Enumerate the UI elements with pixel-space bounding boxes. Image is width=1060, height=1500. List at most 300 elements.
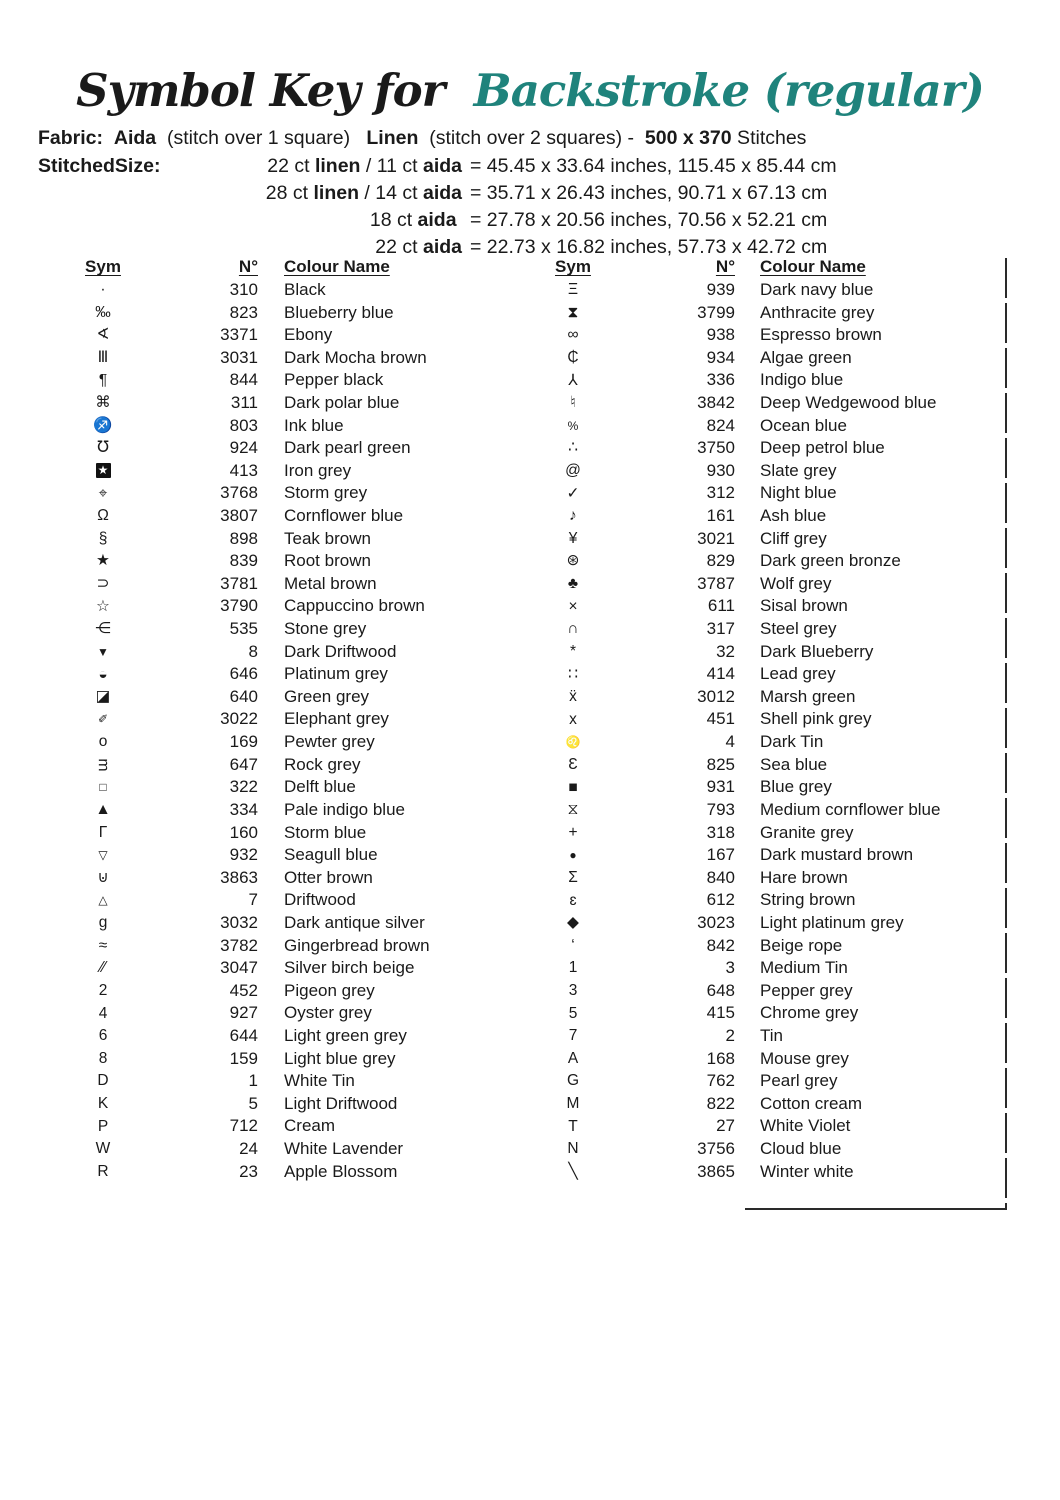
stitch-symbol: Σ [568,869,578,886]
size-line-dimensions: = 35.71 x 26.43 inches, 90.71 x 67.13 cm [470,182,828,204]
symbol-row [58,934,498,957]
stitch-symbol: ‰ [95,303,111,321]
colour-name: Pearl grey [760,1071,838,1091]
thread-number: 644 [229,1026,258,1046]
symbol-row [58,437,498,460]
stitch-symbol: % [567,418,579,433]
thread-number: 3781 [220,573,258,593]
thread-number: 793 [706,799,735,819]
colour-name: Dark green bronze [760,551,901,571]
thread-number: 3750 [697,438,735,458]
colour-name: Dark antique silver [284,912,425,932]
symbol-row [528,686,988,709]
symbol-row [528,346,988,369]
symbol-row [528,573,988,596]
colour-name: Dark navy blue [760,279,874,299]
stitch-symbol: ≈ [98,936,108,954]
size-line-dimensions: = 27.78 x 20.56 inches, 70.56 x 52.21 cm [470,209,828,231]
colour-name: Light blue grey [284,1048,396,1068]
thread-number: 4 [725,732,735,752]
thread-number: 932 [229,845,258,865]
symbol-row [58,595,498,618]
colour-name: Pale indigo blue [284,799,405,819]
symbol-row [58,866,498,889]
symbol-row [58,980,498,1003]
stitch-symbol: T [568,1117,578,1135]
colour-name: Marsh green [760,686,856,706]
text-segment: (stitch over 1 square) [156,127,367,149]
stitch-symbol: ⁄⁄ [100,959,106,977]
stitch-symbol: 1 [568,959,578,977]
colour-name: Blue grey [760,777,832,797]
stitch-symbol: x [569,710,577,728]
thread-number: 829 [706,551,735,571]
table-body [58,279,498,1183]
symbol-row [58,301,498,324]
colour-name: Driftwood [284,890,356,910]
colour-name: Silver birch beige [284,958,415,978]
thread-number: 312 [706,483,735,503]
stitch-symbol: ‘ [571,936,575,954]
thread-number: 3031 [220,347,258,367]
stitch-symbol: 8 [98,1049,108,1067]
symbol-row [528,392,988,415]
stitch-symbol: · [100,281,106,299]
thread-number: 318 [706,822,735,842]
thread-number: 934 [706,347,735,367]
colour-name: Dark pearl green [284,438,411,458]
column-header-no: N° [715,257,735,277]
symbol-row [528,663,988,686]
colour-name: Granite grey [760,822,854,842]
colour-name: Chrome grey [760,1003,859,1023]
thread-number: 3790 [220,596,258,616]
colour-name: Ink blue [284,415,344,435]
stitch-symbol: N [567,1140,579,1158]
thread-number: 5 [248,1093,258,1113]
stitch-symbol: ▽ [98,848,108,863]
colour-name: Winter white [760,1161,854,1181]
stitch-symbol: 7 [568,1027,578,1045]
symbol-row [58,505,498,528]
symbol-row [528,1115,988,1138]
colour-name: Cliff grey [760,528,827,548]
thread-number: 3047 [220,958,258,978]
colour-name: Root brown [284,551,371,571]
table-body [528,279,988,1183]
symbol-row [58,369,498,392]
stitch-symbol: ℧ [97,439,109,457]
colour-name: Blueberry blue [284,302,394,322]
stitch-symbol: ɛ [569,891,577,909]
colour-name: Seagull blue [284,845,378,865]
symbol-row [58,708,498,731]
stitch-symbol: ⋲ [95,620,111,638]
stitch-symbol: § [98,529,108,547]
stitched-size-line [38,155,1018,182]
text-segment [103,127,114,149]
colour-name: String brown [760,890,856,910]
column-header-sym: Sym [85,257,121,277]
stitch-symbol: ★ [96,463,111,478]
colour-name: Beige rope [760,935,843,955]
symbol-row [528,437,988,460]
thread-number: 3371 [220,325,258,345]
size-line-dimensions: = 22.73 x 16.82 inches, 57.73 x 42.72 cm [470,236,828,258]
colour-name: Storm blue [284,822,367,842]
symbol-row [528,957,988,980]
colour-name: Medium Tin [760,958,848,978]
stitch-symbol: × [568,597,578,615]
thread-number: 3756 [697,1139,735,1159]
thread-number: 317 [706,619,735,639]
thread-number: 414 [706,664,735,684]
colour-name: Dark Mocha brown [284,347,427,367]
stitch-symbol: ∴ [568,439,578,457]
colour-name: Pewter grey [284,732,375,752]
colour-name: Ocean blue [760,415,847,435]
symbol-row [58,324,498,347]
stitched-size-line [38,209,1018,236]
stitch-symbol: 6 [98,1027,108,1045]
stitch-symbol: ∷ [568,665,578,683]
stitched-size-lines [38,155,1018,263]
symbol-row [58,776,498,799]
column-header-name: Colour Name [760,257,866,277]
thread-number: 3865 [697,1161,735,1181]
symbol-row [58,663,498,686]
stitch-symbol: ■ [568,778,578,796]
colour-name: Sea blue [760,754,828,774]
stitch-symbol: ♣ [567,575,579,593]
stitch-symbol: ∩ [567,620,579,638]
thread-number: 334 [229,799,258,819]
thread-number: 3782 [220,935,258,955]
colour-name: Gingerbread brown [284,935,430,955]
thread-number: 23 [239,1161,258,1181]
stitch-symbol: ¶ [98,371,108,389]
thread-number: 161 [706,506,735,525]
symbol-table-right [528,256,988,1183]
thread-number: 3799 [697,302,735,322]
size-line-fabric: 18 ct aida [369,209,457,231]
colour-name: Oyster grey [284,1003,372,1023]
colour-name: Pepper grey [760,980,853,1000]
symbol-row [58,1002,498,1025]
colour-name: Light platinum grey [760,912,904,932]
colour-name: Cappuccino brown [284,596,425,616]
colour-name: Anthracite grey [760,302,875,322]
thread-number: 415 [706,1003,735,1023]
thread-number: 927 [229,1003,258,1023]
symbol-row [528,414,988,437]
stitch-symbol: + [568,823,578,841]
colour-name: White Lavender [284,1139,404,1159]
column-header-sym: Sym [555,257,591,277]
symbol-row [528,980,988,1003]
colour-name: Teak brown [284,528,371,548]
thread-number: 712 [229,1116,258,1136]
symbol-row [528,324,988,347]
symbol-row [58,527,498,550]
stitch-symbol: ♐ [93,416,113,434]
symbol-row [58,957,498,980]
symbol-row [58,1070,498,1093]
symbol-row [528,459,988,482]
stitch-symbol: ▲ [95,801,111,819]
thread-number: 159 [229,1048,258,1068]
thread-number: 7 [248,890,258,910]
thread-number: 167 [706,845,735,865]
symbol-row [58,1160,498,1183]
stitch-symbol: ✓ [566,484,580,502]
colour-name: Night blue [760,483,837,503]
thread-number: 2 [725,1026,735,1046]
stitch-symbol: * [569,642,577,660]
symbol-row [528,844,988,867]
colour-name: Storm grey [284,483,368,503]
text-segment: (stitch over 2 squares) - [418,127,645,149]
stitch-symbol: ♮ [570,394,576,412]
colour-name: Slate grey [760,460,837,480]
size-line-fabric: 28 ct linen / 14 ct aida [265,182,462,204]
stitch-symbol: 2 [98,982,108,1000]
table-header [528,256,988,279]
stitch-symbol: Ⅲ [97,348,109,366]
symbol-row [528,1047,988,1070]
size-line-fabric: 22 ct aida [375,236,462,258]
symbol-row [528,1138,988,1161]
thread-number: 648 [706,980,735,1000]
thread-number: 3022 [220,709,258,729]
colour-name: Delft blue [284,777,356,797]
stitch-symbol: ⅄ [568,371,578,389]
colour-name: Dark mustard brown [760,845,914,865]
bottom-horizontal-rule [745,1208,1007,1210]
colour-name: Light Driftwood [284,1093,398,1113]
symbol-row [58,279,498,302]
right-edge-dashed-rule [1005,258,1007,1210]
symbol-row [528,1025,988,1048]
colour-name: Steel grey [760,619,837,639]
symbol-row [528,708,988,731]
symbol-row [58,1138,498,1161]
stitch-symbol: □ [99,780,107,795]
thread-number: 3012 [697,686,735,706]
colour-name: Shell pink grey [760,709,872,729]
thread-number: 840 [706,867,735,887]
symbol-row [58,1115,498,1138]
colour-name: Dark Tin [760,732,824,752]
symbol-row [528,912,988,935]
stitch-symbol: 3 [568,982,578,1000]
symbol-row [58,753,498,776]
stitch-symbol: D [97,1072,109,1090]
symbol-row [528,776,988,799]
thread-number: 451 [706,709,735,729]
symbol-row [528,934,988,957]
stitch-symbol: P [97,1117,109,1135]
thread-number: 898 [229,528,258,548]
colour-name: Dark Blueberry [760,641,874,661]
thread-number: 931 [706,777,735,797]
stitch-symbol: ⌘ [95,394,111,412]
stitch-symbol: ∞ [567,326,579,344]
thread-number: 3787 [697,573,735,593]
stitch-symbol: ● [569,848,577,863]
colour-name: Mouse grey [760,1048,849,1068]
symbol-row [528,753,988,776]
thread-number: 27 [716,1116,735,1136]
stitch-symbol: g [98,914,108,932]
symbol-row [58,799,498,822]
stitch-symbol: ⌖ [98,484,108,502]
text-segment: Aida [113,127,157,149]
thread-number: 322 [229,777,258,797]
colour-name: Otter brown [284,867,373,887]
symbol-row [528,1160,988,1183]
stitch-symbol: G [566,1072,580,1090]
symbol-row [58,618,498,641]
thread-number: 647 [229,754,258,774]
colour-name: Indigo blue [760,370,844,390]
symbol-row [58,1047,498,1070]
colour-name: Sisal brown [760,596,848,616]
stitch-symbol: ⊛ [566,552,580,570]
colour-name: Platinum grey [284,664,388,684]
colour-name: Cloud blue [760,1139,842,1159]
colour-name: Black [284,279,326,299]
text-segment: Stitches [731,127,807,149]
thread-number: 611 [707,596,735,616]
colour-name: Light green grey [284,1026,407,1046]
stitch-symbol: M [566,1095,580,1113]
text-segment: Fabric: [38,127,104,149]
symbol-row [58,1025,498,1048]
colour-name: Hare brown [760,867,848,887]
size-line-dimensions: = 45.45 x 33.64 inches, 115.45 x 85.44 cm [470,155,837,177]
symbol-row [528,799,988,822]
thread-number: 3021 [697,528,735,548]
symbol-row [528,482,988,505]
colour-name: Pepper black [284,370,384,390]
colour-name: Tin [760,1026,783,1046]
stitch-symbol: ◆ [567,914,579,932]
stitch-symbol: R [97,1162,109,1180]
colour-name: Apple Blossom [284,1161,398,1181]
stitch-symbol: @ [565,462,581,480]
symbol-row [528,505,988,528]
stitched-size-label: StitchedSize: [38,155,161,177]
stitch-symbol: ᴟ [98,755,108,773]
colour-name: Wolf grey [760,573,832,593]
colour-name: Cornflower blue [284,506,404,525]
colour-name: Iron grey [284,460,352,480]
symbol-row [528,1002,988,1025]
thread-number: 803 [229,415,258,435]
stitch-symbol: ⊍ [97,869,109,886]
thread-number: 825 [706,754,735,774]
colour-name: Pigeon grey [284,980,375,1000]
colour-name: White Tin [284,1071,355,1091]
colour-name: Lead grey [760,664,836,684]
stitch-symbol: Ξ [567,281,579,299]
thread-number: 169 [229,732,258,752]
colour-name: Dark Driftwood [284,641,397,661]
colour-name: Cream [284,1116,336,1136]
symbol-row [528,527,988,550]
thread-number: 844 [229,370,258,390]
stitch-symbol: Γ [98,823,108,841]
symbol-row [58,889,498,912]
thread-number: 842 [706,935,735,955]
thread-number: 823 [229,302,258,322]
stitch-symbol: ♪ [569,507,577,525]
symbol-row [58,1093,498,1116]
symbol-row [528,821,988,844]
symbol-row [528,550,988,573]
symbol-row [58,731,498,754]
stitch-symbol: ⧗ [567,303,579,321]
stitched-size-line [38,182,1018,209]
thread-number: 535 [229,619,258,639]
symbol-row [58,550,498,573]
thread-number: 924 [229,438,258,458]
thread-number: 822 [706,1093,735,1113]
thread-number: 612 [706,890,735,910]
colour-name: Deep Wedgewood blue [760,392,937,412]
stitch-symbol: Ɛ [568,755,578,773]
symbol-table-left [58,256,498,1183]
stitch-symbol: ☆ [96,597,110,615]
colour-name: Green grey [284,686,370,706]
stitch-symbol: ∢ [96,326,110,344]
thread-number: 3807 [220,506,258,525]
page-title-main: Symbol Key for [76,64,474,117]
thread-number: 311 [230,392,258,412]
symbol-row [58,392,498,415]
stitch-symbol: ✐ [97,712,109,727]
stitch-symbol: ◪ [95,688,111,706]
stitch-symbol: K [97,1095,109,1113]
symbol-row [58,821,498,844]
column-header-no: N° [238,257,258,277]
thread-number: 160 [229,822,258,842]
symbol-row [58,346,498,369]
thread-number: 646 [229,664,258,684]
symbol-row [58,686,498,709]
symbol-row [528,279,988,302]
fabric-line [38,127,806,150]
column-header-name: Colour Name [284,257,390,277]
page-title-accent: Backstroke (regular) [473,64,984,117]
colour-name: White Violet [760,1116,851,1136]
thread-number: 938 [706,325,735,345]
thread-number: 336 [706,370,735,390]
stitch-symbol: ¥ [568,529,578,547]
stitch-symbol: △ [98,893,108,908]
symbol-row [58,844,498,867]
symbol-row [528,369,988,392]
thread-number: 3863 [220,867,258,887]
colour-name: Rock grey [284,754,361,774]
stitch-symbol: ₵ [567,348,579,366]
symbol-row [528,866,988,889]
thread-number: 939 [706,279,735,299]
size-line-fabric: 22 ct linen / 11 ct aida [267,155,462,177]
symbol-row [528,640,988,663]
stitch-symbol: ◒ [98,665,108,683]
